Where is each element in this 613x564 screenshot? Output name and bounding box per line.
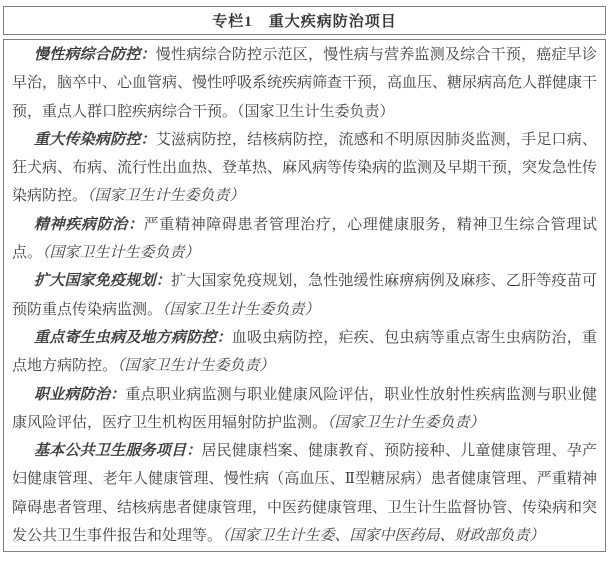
paragraph-text: 居民健康档案、健康教育、预防接种、儿童健康管理、孕产妇健康管理、老年人健康管理、慢性病（高血压、Ⅱ型糖尿病）患者健康管理、严重精神障碍患者管理、结核病患者健康管理，中医药健康管理、卫生计生监督协管、传染病和突发公共卫生事件报告和处理等。 [12, 443, 598, 545]
paragraph-text: 艾滋病防控，结核病防控，流感和不明原因肺炎监测，手足口病、狂犬病、布病、流行性出血热、登革热、麻风病等传染病的监测及早期干预，突发急性传染病防控。 [12, 131, 598, 205]
paragraph-text: 严重精神障碍患者管理治疗，心理健康服务，精神卫生综合管理试点。 [12, 216, 597, 262]
paragraph-parasitic-endemic [12, 324, 597, 381]
column-title-box [3, 6, 606, 35]
paragraph-attribution: （国家卫生计生委负责） [237, 103, 395, 120]
paragraph-lead: 基本公共卫生服务项目： [34, 443, 202, 460]
paragraph-occupational-disease [12, 381, 597, 438]
paragraph-infectious-disease [12, 126, 597, 211]
paragraph-attribution: （国家卫生计生委负责） [162, 301, 320, 318]
paragraph-attribution: （国家卫生计生委负责） [117, 358, 275, 375]
paragraph-immunization [12, 267, 597, 324]
paragraph-mental-illness [12, 211, 597, 268]
paragraph-text: 扩大国家免疫规划，急性弛缓性麻痹病例及麻疹、乙肝等疫苗可预防重点传染病监测。 [12, 273, 597, 318]
paragraph-lead: 重大传染病防控： [34, 131, 156, 148]
paragraph-attribution: （国家卫生计生委负责） [327, 414, 485, 431]
paragraph-attribution: （国家卫生计生委负责） [42, 245, 200, 262]
paragraph-lead: 重点寄生虫病及地方病防控： [34, 329, 232, 346]
column-title: 专栏1 重大疾病防治项目 [212, 14, 397, 30]
paragraph-text: 重点职业病监测与职业健康风险评估，职业性放射性疾病监测与职业健康风险评估，医疗卫生机构医用辐射防护监测。 [12, 386, 597, 431]
paragraph-chronic-disease [12, 41, 597, 126]
paragraph-attribution: （国家卫生计生委负责） [87, 188, 245, 205]
paragraph-lead: 扩大国家免疫规划： [34, 273, 171, 290]
paragraph-lead: 慢性病综合防控： [34, 47, 156, 63]
paragraph-text: 血吸虫病防控，疟疾、包虫病等重点寄生虫病防治，重点地方病防控。 [12, 329, 597, 375]
paragraph-text: 慢性病综合防控示范区，慢性病与营养监测及综合干预，癌症早诊早治，脑卒中、心血管病、慢性呼吸系统疾病筛查干预，高血压、糖尿病高危人群健康干预，重点人群口腔疾病综合干预。 [12, 47, 598, 120]
column-body-box [3, 39, 606, 552]
paragraph-attribution: （国家卫生计生委、国家中医药局、财政部负责） [222, 528, 545, 545]
paragraph-lead: 职业病防治： [34, 386, 126, 403]
paragraph-public-health-services [12, 437, 597, 550]
paragraph-lead: 精神疾病防治： [34, 216, 144, 233]
